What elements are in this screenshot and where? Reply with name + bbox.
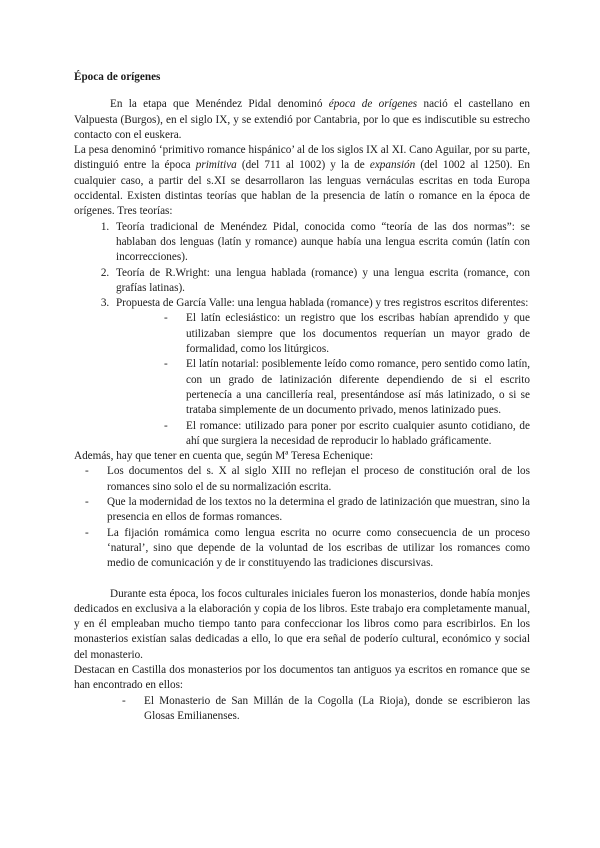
- list-item: - Que la modernidad de los textos no la determina el grado de latinización que muestran, sino la presencia en ellos de formas romances.: [107, 495, 530, 526]
- list-item: - El latín notarial: posiblemente leído como romance, pero sentido como latín, con un grado de latinización diferente dependiendo de si el escrito pertenecía a una cancillería real, presentándose así más latinizado, o si se trataba simplemente de un documento privado, menos latinizado pues.: [186, 357, 530, 418]
- italic-term: época de orígenes: [328, 98, 418, 111]
- text-run: En la etapa que Menéndez Pidal denominó: [110, 98, 329, 111]
- text-run: (del 1002 al 1250). En cualquier caso, a partir del s.XI se desarrollaron las lenguas vernáculas escritas en toda Europa occidental. Existen distintas teorías que hablan de la presencia de latín o romance en la época de orígenes. Tres teorías:: [74, 159, 530, 218]
- list-item: - Los documentos del s. X al siglo XIII no reflejan el proceso de constitución oral de los romances sino solo el de su normalización escrita.: [107, 464, 530, 495]
- paragraph-castilla: Destacan en Castilla dos monasterios por los documentos tan antiguos ya escritos en romance que se han encontrado en ellos:: [74, 663, 530, 692]
- text-run: nació el castellano en Valpuesta (Burgos), en el siglo IX, y se extendió por Cantabria, por lo que es indiscutible su estrecho contacto con el euskera.: [74, 98, 530, 141]
- document-body: [74, 70, 530, 724]
- text-run: La pesa denominó ‘primitivo romance hispánico’ al de los siglos IX al XI. Cano Aguilar, por su parte, distinguió entre la época: [74, 144, 530, 172]
- paragraph-gap: [74, 572, 530, 587]
- paragraph-origins: [74, 97, 530, 143]
- section-title: Época de orígenes: [74, 71, 161, 83]
- list-item: - El latín eclesiástico: un registro que los escribas habían aprendido y que utilizaban siempre que los documentos requerían un mayor grado de formalidad, como los litúrgicos.: [186, 311, 530, 357]
- list-item: - El romance: utilizado para poner por escrito cualquier asunto cotidiano, de ahí que surgiera la necesidad de reproducir lo hablado gráficamente.: [186, 419, 530, 450]
- italic-term: primitiva: [195, 159, 237, 172]
- registers-list: [116, 311, 530, 449]
- paragraph-periods: [74, 143, 530, 219]
- echenique-list: [74, 464, 530, 571]
- paragraph-echenique: Además, hay que tener en cuenta que, según Mª Teresa Echenique:: [74, 450, 374, 463]
- list-item: 2. Teoría de R.Wright: una lengua hablada (romance) y una lengua escrita (romance, con grafías latinas).: [112, 266, 530, 297]
- paragraph-monasteries: Durante esta época, los focos culturales iniciales fueron los monasterios, donde había monjes dedicados en exclusiva a la elaboración y copia de los libros. Este trabajo era completamente manual, y en él empleaban mucho tiempo tanto para confeccionar los libros como para escribirlos. En los monasterios existían salas dedicadas a ello, lo que era señal de poderío cultural, económico y social del monasterio.: [74, 587, 530, 661]
- monasteries-list: [74, 694, 530, 725]
- list-item: - El Monasterio de San Millán de la Cogolla (La Rioja), donde se escribieron las Glosas Emilianenses.: [144, 694, 530, 725]
- theories-list: [74, 220, 530, 449]
- list-item-text: Propuesta de García Valle: una lengua hablada (romance) y tres registros escritos diferentes:: [116, 297, 529, 310]
- text-run: (del 711 al 1002) y la de: [236, 159, 370, 172]
- list-item: - La fijación romámica como lengua escrita no ocurre como consecuencia de un proceso ‘natural’, sino que depende de la voluntad de los escribas de utilizar los romances como medio de comunicación y de ir constituyendo las tradiciones discursivas.: [107, 526, 530, 572]
- italic-term: expansión: [369, 159, 416, 172]
- list-item: [112, 296, 530, 449]
- list-item: 1. Teoría tradicional de Menéndez Pidal, conocida como “teoría de las dos normas”: se hablaban dos lenguas (latín y romance) aunque había una lengua escrita común (latín con incorrecciones).: [112, 220, 530, 266]
